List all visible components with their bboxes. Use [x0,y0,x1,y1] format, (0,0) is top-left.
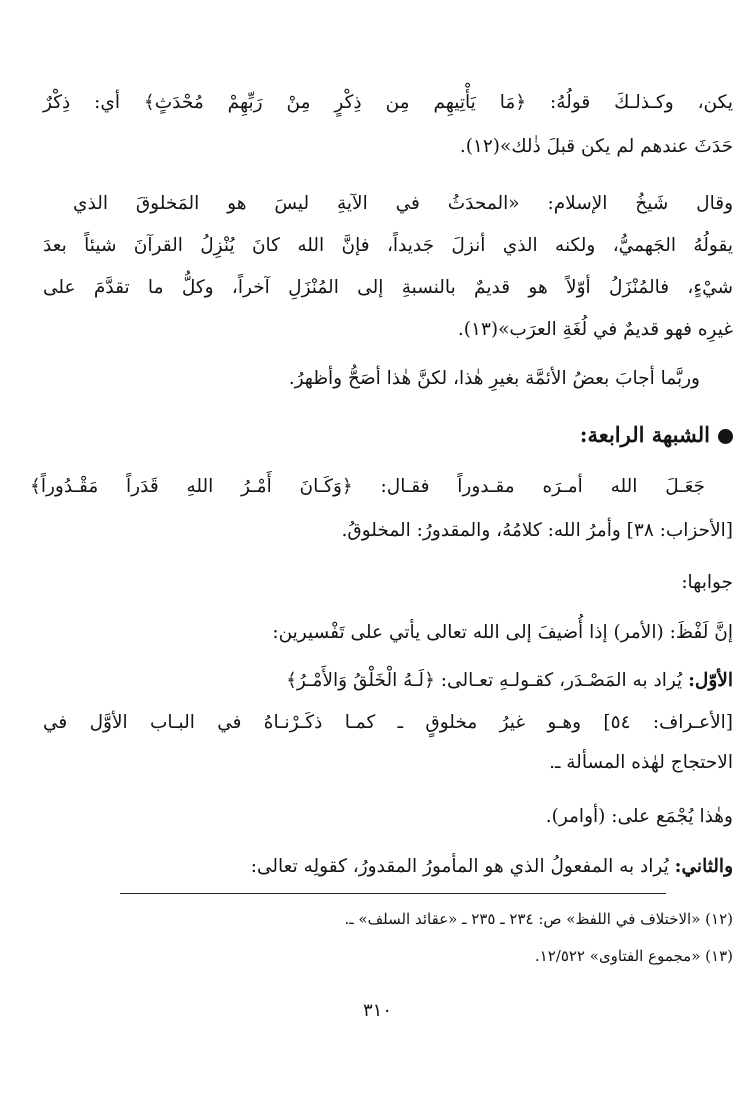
text-line-9: [الأحزاب: ٣٨] وأمرُ الله: كلامُهُ، والمقدورُ: المخلوقُ. [341,520,733,541]
text-line-5: شيْءٍ، فالمُنْزَلُ أوّلاً هو قديمٌ بالنسبةِ إلى المُنْزَلِ آخراً، وكلُّ ما تقدَّمَ على [43,277,733,298]
text-line-2: حَدَثَ عندهم لم يكن قبلَ ذٰلك»(١٢). [459,136,733,157]
text-line-8: جَعَـلَ الله أمـرَه مقـدوراً فقـال: ﴿وَكَـانَ أَمْـرُ اللهِ قَدَراً مَقْـدُوراً﴾ [30,476,705,497]
text-line-16 [251,850,733,884]
text-line-14: الاحتجاج لهٰذه المسألة ـ. [549,752,733,773]
second-text: يُراد به المفعولُ الذي هو المأمورُ المقدورُ، كقولِه تعالى: [250,856,675,877]
footnote-12: (١٢) «الاختلاف في اللفظ» ص: ٢٣٤ ـ ٢٣٥ ـ «عقائد السلف» ـ. [344,910,733,928]
section-heading [580,418,733,452]
text-line-1: يكن، وكـذلـكَ قولُهُ: ﴿مَا يَأْتِيهِم مِن ذِكْرٍ مِنْ رَبِّهِمْ مُحْدَثٍ﴾ أي: ذِكْرٌ [43,92,733,113]
footnote-13: (١٣) «مجموع الفتاوى» ١٢/٥٢٢. [534,947,733,965]
text-line-4: يقولُهُ الجَهميُّ، ولكنه الذي أنزلَ جَديداً، فإنَّ الله كانَ يُنْزِلُ القرآنَ شيئاً بعدَ [43,235,733,256]
heading-text: الشبهة الرابعة: [579,422,710,447]
page-number: ٣١٠ [362,1000,392,1021]
text-line-12 [43,664,733,698]
text-line-3: وقال شَيخُ الإسلام: «المحدَثُ في الآيةِ ليسَ هو المَخلوقَ الذي [73,193,733,214]
second-label: والثاني: [674,856,733,877]
first-label: الأوّل: [688,670,733,691]
first-text: يُراد به المَصْـدَر، كقـولـهِ تعـالى: ﴿لَـهُ الْخَلْقُ وَالأَمْـرُ﴾ [286,670,689,691]
text-line-7: وربَّما أجابَ بعضُ الأئمَّة بغيرِ هٰذا، لكنَّ هٰذا أصَحُّ وأظهرُ. [288,368,700,389]
text-line-11: إنَّ لَفْظَ: (الأمر) إذا أُضيفَ إلى الله تعالى يأتي على تَفْسيرين: [272,622,733,643]
bullet-icon [718,429,733,444]
footnote-divider [120,893,666,894]
text-line-15: وهٰذا يُجْمَع على: (أوامر). [545,806,733,827]
text-line-6: غيرِه فهو قديمٌ في لُغَةِ العرَب»(١٣). [457,319,733,340]
text-line-10: جوابها: [681,572,733,593]
text-line-13: [الأعـراف: ٥٤] وهـو غيرُ مخلوقٍ ـ كمـا ذكَـرْنـاهُ في البـاب الأوَّل في [43,712,733,733]
